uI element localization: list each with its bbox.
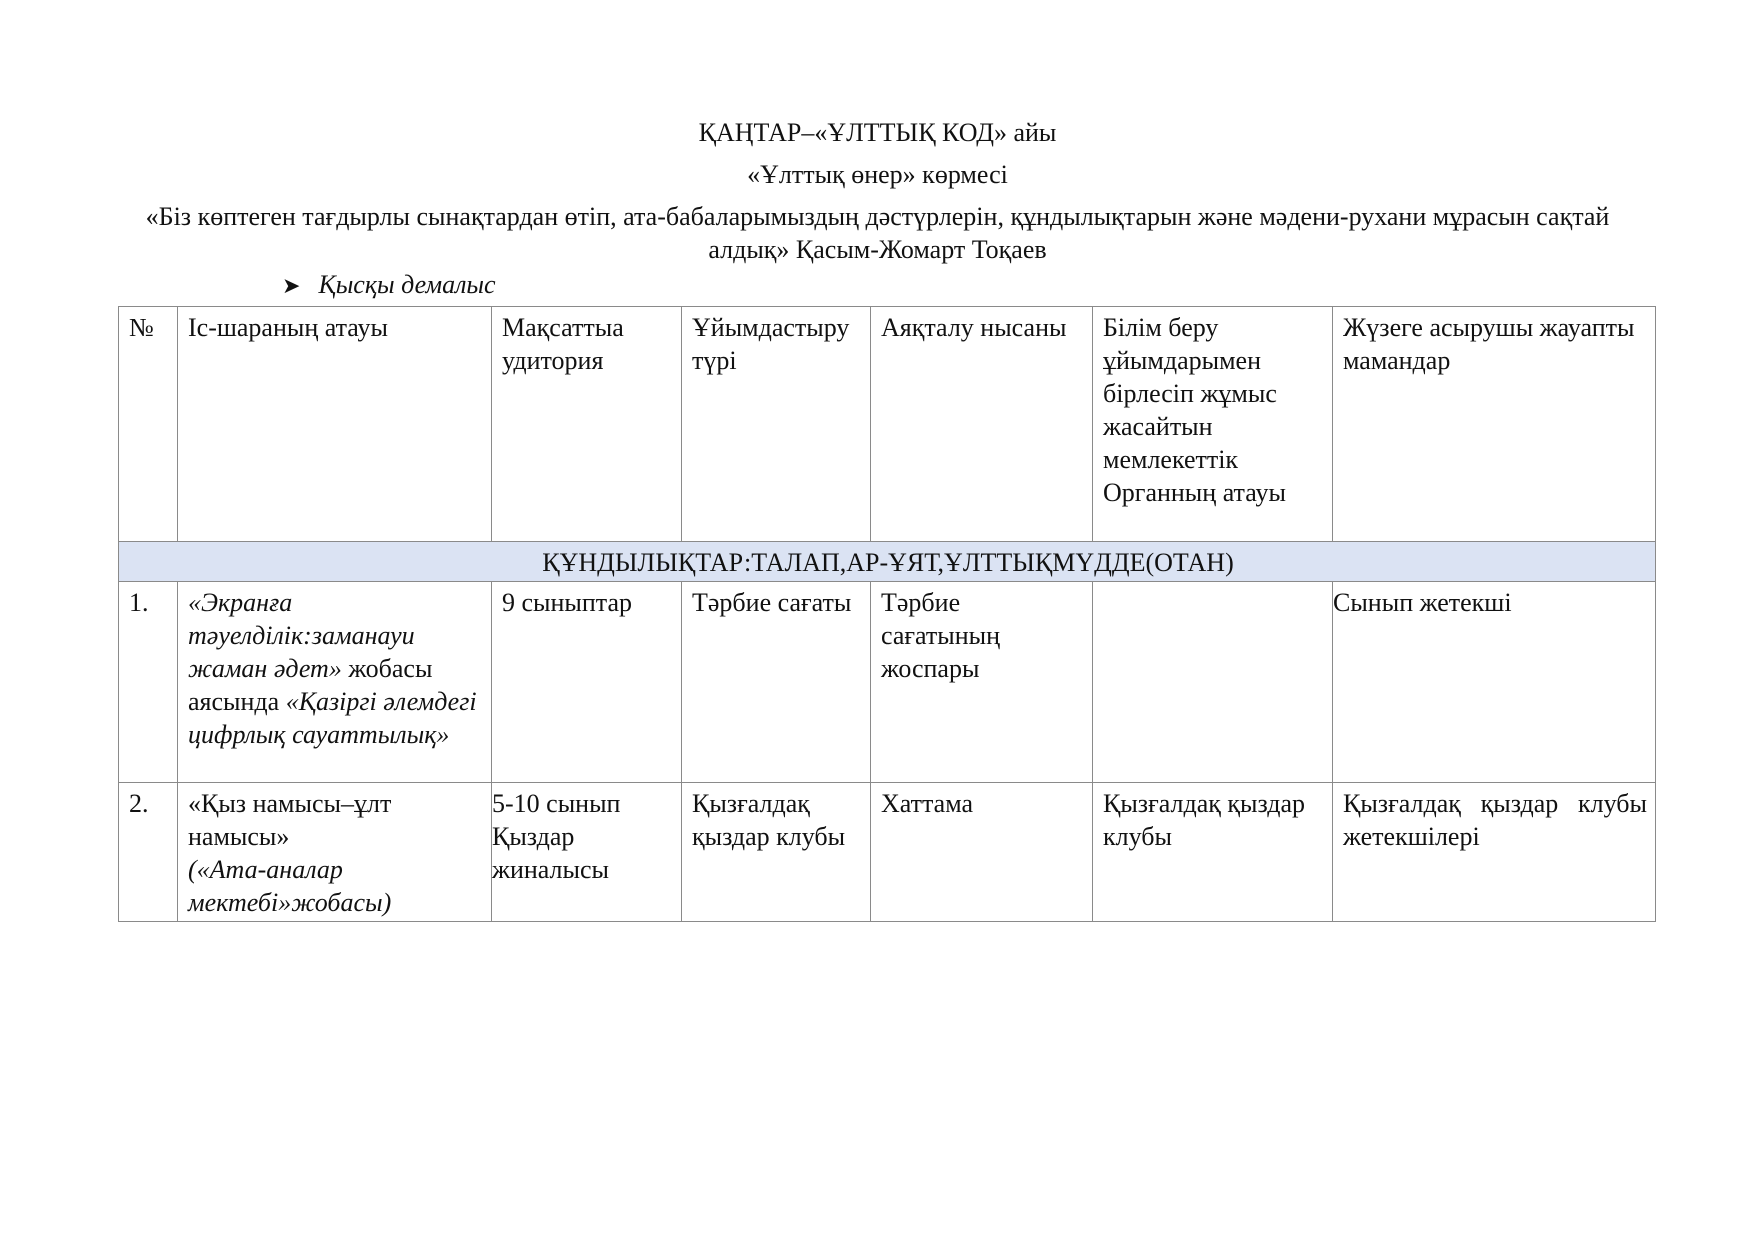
row-partner xyxy=(1093,582,1333,783)
section-title: ҚҰНДЫЛЫҚТАР:ТАЛАП,АР-ҰЯТ,ҰЛТТЫҚМҮДДЕ(ОТАН) xyxy=(119,542,1656,582)
header-audience: Мақсаттыа удитория xyxy=(492,307,682,542)
row-name xyxy=(178,783,492,922)
header-num: № xyxy=(119,307,178,542)
header-completion: Аяқталу нысаны xyxy=(871,307,1093,542)
row-org-form: Тәрбие сағаты xyxy=(682,582,871,783)
header-name: Іс-шараның атауы xyxy=(178,307,492,542)
section-bullet xyxy=(282,268,496,303)
row-org-form: Қызғалдақ қыздар клубы xyxy=(682,783,871,922)
page-title: ҚАҢТАР–«ҰЛТТЫҚ КОД» айы xyxy=(698,118,1057,147)
row-partner: Қызғалдақ қыздар клубы xyxy=(1093,783,1333,922)
plan-table xyxy=(118,306,1656,922)
row-name-italic: («Ата-аналар мектебі»жобасы) xyxy=(188,855,392,917)
table-header-row xyxy=(119,307,1656,542)
section-row xyxy=(119,542,1656,582)
header-org-form: Ұйымдастыру түрі xyxy=(682,307,871,542)
row-name-plain: «Қыз намысы–ұлт намысы» xyxy=(188,789,392,851)
row-num: 1. xyxy=(119,582,178,783)
table-row xyxy=(119,582,1656,783)
row-responsible: Қызғалдақ қыздар клубы жетекшілері xyxy=(1333,783,1656,922)
row-responsible: Сынып жетекші xyxy=(1333,582,1656,783)
row-audience: 5-10 сынып Қыздар жиналысы xyxy=(492,783,682,922)
header-responsible: Жүзеге асырушы жауапты мамандар xyxy=(1333,307,1656,542)
row-completion: Хаттама xyxy=(871,783,1093,922)
row-name-italic-2: «Қазіргі әлемдегі цифрлық сауаттылық» xyxy=(188,687,477,749)
row-name-plain: жобасы аясында xyxy=(188,654,433,716)
page-subtitle: «Ұлттық өнер» көрмесі xyxy=(747,160,1008,189)
arrow-bullet-icon: ➤ xyxy=(282,273,301,298)
table-row xyxy=(119,783,1656,922)
row-name-italic: «Экранға тәуелділік:заманауи жаман әдет» xyxy=(188,588,415,683)
quote: «Біз көптеген тағдырлы сынақтардан өтіп, ата-бабаларымыздың дәстүрлерін, құндылықтарын және мәдени-рухани мұрасын сақтай алдық» Қасым-Жомарт Тоқаев xyxy=(145,202,1610,264)
row-completion: Тәрбие сағатының жоспары xyxy=(871,582,1093,783)
row-name xyxy=(178,582,492,783)
row-audience: 9 сыныптар xyxy=(492,582,682,783)
bullet-text: Қысқы демалыс xyxy=(318,270,496,299)
row-num: 2. xyxy=(119,783,178,922)
header-partner: Білім беру ұйымдарымен бірлесіп жұмыс жасайтын мемлекеттік Органның атауы xyxy=(1093,307,1333,542)
